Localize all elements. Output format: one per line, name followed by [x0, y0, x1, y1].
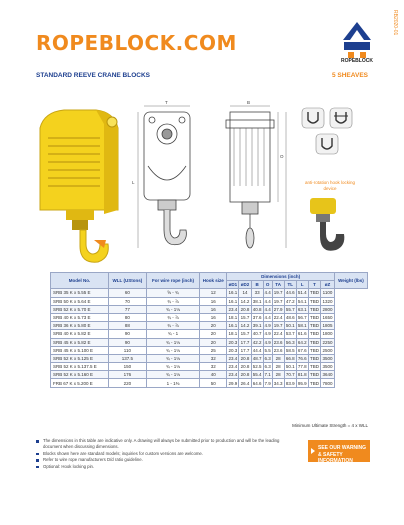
table-cell: TBD	[310, 331, 320, 337]
table-cell: 70	[108, 297, 146, 305]
list-item	[36, 438, 286, 451]
table-cell: 110	[108, 346, 146, 354]
table-cell: 77	[108, 305, 146, 313]
col-group-dimensions: Dimensions (inch)	[227, 273, 334, 281]
table-cell: 15.7	[240, 331, 250, 337]
table-row	[51, 289, 368, 297]
table-cell: 7.1	[264, 372, 271, 378]
front-view-drawing	[138, 106, 190, 248]
table-cell: 4.4	[264, 315, 271, 321]
table-cell: 16	[200, 305, 227, 313]
table-row	[51, 379, 368, 387]
table-cell: 28	[272, 363, 284, 371]
col-wll: WLL (UStons)	[108, 273, 146, 289]
table-row	[51, 338, 368, 346]
table-cell: 150	[108, 363, 146, 371]
table-cell: TBD	[310, 364, 320, 370]
col-tl: TL	[284, 281, 296, 289]
table-cell: 14.2	[240, 298, 250, 304]
table-cell: TBD	[310, 306, 320, 312]
table-cell: 52.5	[252, 364, 262, 370]
table-cell: 25	[200, 346, 227, 354]
table-cell: 20.3	[228, 347, 238, 353]
table-cell: 50.1	[285, 323, 295, 329]
table-cell: 20.8	[240, 306, 250, 312]
table-cell: 19.7	[273, 298, 283, 304]
cell-model: SRB 52 K x 5.125 E	[51, 354, 109, 362]
table-cell: 16.1	[228, 290, 238, 296]
cell-model: SRB 52 K x 5.160 E	[51, 371, 109, 379]
table-cell: 88	[108, 322, 146, 330]
table-cell: 176	[108, 371, 146, 379]
table-cell: ¾ - 1	[146, 330, 199, 338]
table-row	[51, 313, 368, 321]
table-cell: TBD	[310, 298, 320, 304]
table-cell: 56.3	[285, 339, 295, 345]
table-cell: 76.6	[297, 355, 307, 361]
table-row	[51, 346, 368, 354]
table-cell: 23.4	[228, 372, 238, 378]
table-cell: 23.6	[273, 347, 283, 353]
table-cell: 20.8	[240, 372, 250, 378]
table-cell: 67.6	[297, 347, 307, 353]
table-cell: 20	[200, 338, 227, 346]
table-cell: 23.4	[228, 355, 238, 361]
table-cell: ¾ - 1⅛	[146, 354, 199, 362]
table-cell: ¾ - 1⅛	[146, 346, 199, 354]
page-header	[0, 0, 404, 64]
col-z: øZ	[321, 281, 335, 289]
table-cell: 39.1	[252, 323, 262, 329]
table-cell: 20.8	[240, 364, 250, 370]
table-cell: 2800	[322, 306, 333, 312]
table-cell: 3500	[322, 355, 333, 361]
hook-latch-icons	[302, 108, 352, 154]
table-cell: 1805	[322, 323, 333, 329]
dim-label-b: B	[247, 100, 251, 105]
table-cell: 1650	[322, 315, 333, 321]
table-cell: 66.8	[285, 355, 295, 361]
table-cell: 27.9	[273, 306, 283, 312]
dim-label-t: T	[165, 100, 168, 105]
table-cell: 58.1	[297, 323, 307, 329]
col-weight: Weight (lbs)	[334, 273, 367, 289]
table-cell: 48.7	[252, 355, 262, 361]
table-row	[51, 322, 368, 330]
col-o: O	[263, 281, 272, 289]
table-cell: 28	[272, 354, 284, 362]
table-cell: 26.4	[240, 380, 250, 386]
table-cell: 17.7	[240, 339, 250, 345]
col-t: T	[308, 281, 320, 289]
dim-label-l: L	[132, 180, 135, 185]
table-cell: 29.9	[228, 380, 238, 386]
table-cell: 80	[108, 313, 146, 321]
table-cell: TBD	[310, 355, 320, 361]
table-cell: 17.7	[240, 347, 250, 353]
table-cell: 34.3	[273, 380, 283, 386]
cell-model: FRB 67 K x 5.200 E	[51, 379, 109, 387]
table-cell: 47.2	[285, 298, 295, 304]
table-cell: 48.6	[285, 315, 295, 321]
table-cell: TBD	[310, 315, 320, 321]
table-cell: 95.9	[297, 380, 307, 386]
spec-table-body	[51, 289, 368, 387]
table-row	[51, 354, 368, 362]
table-cell: 4.4	[264, 298, 271, 304]
note-text: The dimensions in this table are indicative only. A drawing will always be submitted prior to production and will be the leading document when discussing dimensions.	[43, 438, 280, 450]
table-cell: TBD	[310, 339, 320, 345]
table-cell: 7.9	[264, 380, 271, 386]
table-cell: 50	[200, 379, 227, 387]
table-cell: 60	[108, 289, 146, 297]
table-cell: TBD	[310, 372, 320, 378]
table-cell: 1 - 1⅜	[146, 379, 199, 387]
table-cell: TBD	[310, 347, 320, 353]
bullet-icon	[36, 453, 39, 456]
bullet-icon	[36, 466, 39, 469]
table-cell: 56.7	[297, 315, 307, 321]
spec-table	[50, 272, 368, 388]
table-cell: 77.8	[297, 364, 307, 370]
note-text: Optional: Hook locking pin.	[43, 463, 95, 469]
play-arrow-icon	[311, 448, 315, 454]
col-d2: øD2	[240, 282, 250, 288]
cell-model: SRB 36 K x 5.80 E	[51, 322, 109, 330]
safety-info-button[interactable]	[308, 440, 370, 462]
bullet-icon	[36, 440, 39, 443]
table-header-row	[51, 273, 368, 281]
table-cell: 81.8	[297, 372, 307, 378]
table-cell: 44.6	[285, 290, 295, 296]
table-cell: 12	[200, 289, 227, 297]
table-cell: 58.5	[285, 347, 295, 353]
table-cell: 4.9	[264, 339, 271, 345]
table-cell: 16	[200, 313, 227, 321]
table-cell: 32	[200, 354, 227, 362]
table-cell: 4.4	[264, 290, 271, 296]
table-cell: 64.6	[252, 380, 262, 386]
cell-model: SRB 45 K x 5.82 E	[51, 338, 109, 346]
table-cell: 90	[108, 338, 146, 346]
table-cell: 1320	[322, 298, 333, 304]
table-cell: 5.5	[264, 347, 271, 353]
table-cell: 90	[108, 330, 146, 338]
cell-model: SRB 50 K x 5.64 E	[51, 297, 109, 305]
table-cell: 53.7	[285, 331, 295, 337]
dim-label-ta: O	[280, 154, 284, 159]
table-cell: 16.1	[228, 298, 238, 304]
table-cell: ⅝ - ¾	[146, 289, 199, 297]
document-code: RB2020-01	[392, 10, 398, 36]
table-row	[51, 330, 368, 338]
ropeblock-logo-icon	[340, 20, 374, 60]
col-d1: øD1	[228, 282, 238, 288]
table-cell: 14	[239, 289, 251, 297]
table-cell: 20	[200, 330, 227, 338]
table-cell: ¾ - 1⅛	[146, 305, 199, 313]
table-cell: 18.1	[228, 331, 238, 337]
table-cell: TBD	[310, 290, 320, 296]
crane-block-render	[40, 110, 118, 262]
table-cell: ¾ - ⅞	[146, 313, 199, 321]
section-subtitle: 5 SHEAVES	[331, 72, 368, 79]
table-cell: 23.4	[228, 364, 238, 370]
col-model: Model No.	[51, 273, 109, 289]
col-b: B	[251, 281, 263, 289]
table-cell: 19.7	[273, 290, 283, 296]
cell-model: SRB 52 K x 5.70 E	[51, 305, 109, 313]
table-row	[51, 305, 368, 313]
cell-model: SRB 52 K x 5.137.5 E	[51, 363, 109, 371]
table-cell: 40	[200, 371, 227, 379]
table-cell: 19.7	[273, 323, 283, 329]
table-cell: ¾ - ⅞	[146, 322, 199, 330]
table-cell: ¾ - 1⅛	[146, 338, 199, 346]
cell-model: SRB 35 K x 5.55 E	[51, 289, 109, 297]
col-ta: TA	[272, 281, 284, 289]
table-cell: ¾ - ⅞	[146, 297, 199, 305]
col-hook-size: Hook size	[200, 273, 227, 289]
table-cell: 3500	[322, 364, 333, 370]
safety-info-label: SEE OUR WARNING & SAFETY INFORMATION	[318, 445, 367, 464]
table-cell: 23.6	[273, 339, 283, 345]
table-cell: 38.1	[252, 298, 262, 304]
table-cell: TBD	[310, 323, 320, 329]
table-cell: 14.2	[240, 323, 250, 329]
table-cell: 1800	[322, 331, 333, 337]
anti-rotation-hook-render	[310, 198, 344, 251]
table-cell: 3640	[322, 372, 333, 378]
table-cell: 61.6	[297, 331, 307, 337]
table-cell: 40.8	[252, 306, 262, 312]
table-cell: 44.4	[252, 347, 262, 353]
table-cell: 4.4	[264, 306, 271, 312]
bullet-icon	[36, 459, 39, 462]
table-cell: 20.3	[228, 339, 238, 345]
table-row	[51, 297, 368, 305]
table-cell: 54.1	[297, 298, 307, 304]
list-item	[36, 464, 286, 470]
table-cell: 20.8	[240, 355, 250, 361]
table-cell: 22.4	[273, 315, 283, 321]
table-cell: 70.7	[285, 372, 295, 378]
table-cell: 51.4	[297, 290, 307, 296]
table-cell: 16	[200, 297, 227, 305]
table-cell: 16.1	[228, 323, 238, 329]
logo-wordmark: ROPEBLOCK	[341, 58, 373, 64]
note-text: Blocks shown here are standard models; inquiries for custom versions are welcome.	[43, 450, 204, 456]
table-cell: 37.6	[252, 315, 262, 321]
note-text: Refer to wire rope manufacturers D/d ratio guideline.	[43, 457, 143, 463]
table-cell: 7800	[322, 380, 333, 386]
min-strength-note: Minimum Ultimate Strength = 4 x WLL	[292, 423, 368, 428]
table-cell: 220	[108, 379, 146, 387]
col-wire-rope: For wire rope (inch)	[146, 273, 199, 289]
table-cell: 83.9	[285, 380, 295, 386]
table-cell: 6.3	[264, 364, 271, 370]
table-cell: 22.4	[273, 331, 283, 337]
table-cell: 55.7	[285, 306, 295, 312]
table-cell: 4.9	[264, 323, 271, 329]
table-cell: TBD	[310, 380, 320, 386]
side-view-drawing	[226, 106, 286, 248]
cell-model: SRB 40 K x 5.82 E	[51, 330, 109, 338]
table-cell: 20	[200, 322, 227, 330]
table-cell: 50.1	[285, 364, 295, 370]
table-cell: 18.1	[228, 315, 238, 321]
brand-title[interactable]: ROPEBLOCK.COM	[36, 31, 237, 55]
table-cell: ¾ - 1⅛	[146, 371, 199, 379]
table-cell: 63.1	[297, 306, 307, 312]
notes-list	[36, 438, 286, 470]
table-cell: 64.2	[297, 339, 307, 345]
table-cell: 6.3	[264, 355, 271, 361]
table-cell: 23.4	[228, 306, 238, 312]
table-cell: 42.2	[252, 339, 262, 345]
table-cell: ¾ - 1⅛	[146, 363, 199, 371]
table-cell: 33	[251, 289, 263, 297]
cell-model: SRB 45 K x 5.100 E	[51, 346, 109, 354]
cell-model: SRB 40 K x 5.73 E	[51, 313, 109, 321]
table-cell: 4.9	[264, 331, 271, 337]
table-cell: 55.4	[252, 372, 262, 378]
table-cell: 28	[272, 371, 284, 379]
table-cell: 2250	[322, 339, 333, 345]
col-l: L	[296, 281, 308, 289]
hook-locking-callout: anti-rotation hook locking device	[304, 180, 356, 191]
table-cell: 40.7	[252, 331, 262, 337]
table-cell: 2500	[322, 347, 333, 353]
table-cell: 15.7	[240, 315, 250, 321]
table-row	[51, 363, 368, 371]
section-title: STANDARD REEVE CRANE BLOCKS	[36, 72, 150, 79]
table-cell: 32	[200, 363, 227, 371]
table-cell: 137.5	[108, 354, 146, 362]
table-cell: 1100	[322, 290, 333, 296]
table-row	[51, 371, 368, 379]
